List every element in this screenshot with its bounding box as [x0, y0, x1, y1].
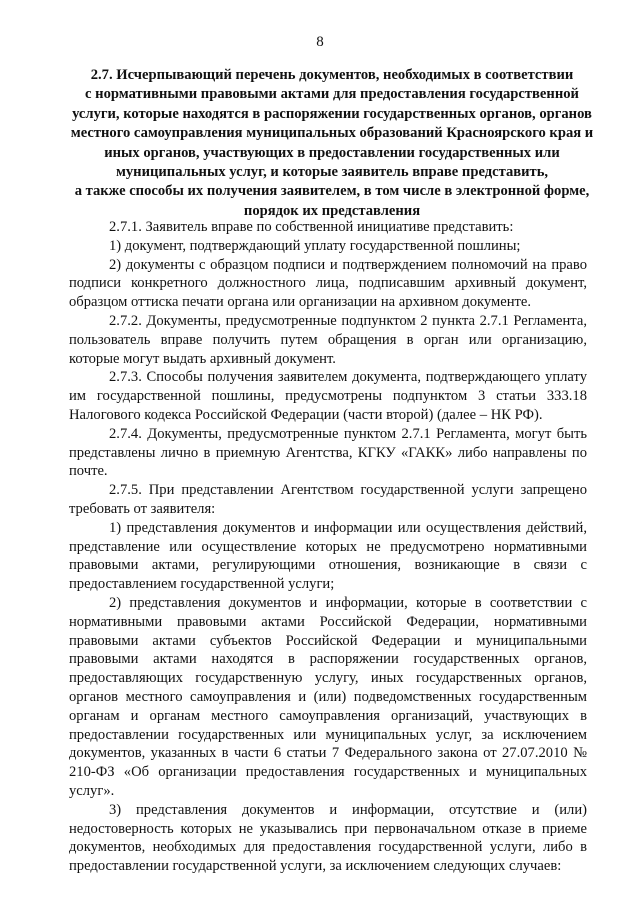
heading-line: местного самоуправления муниципальных образований Красноярского края и	[70, 125, 594, 142]
heading-line: услуги, которые находятся в распоряжении государственных органов, органов	[72, 105, 592, 122]
heading-line: 2.7. Исчерпывающий перечень документов, необходимых в соответствии	[90, 67, 574, 83]
page-number: 8	[316, 34, 324, 50]
heading-line: порядок их представления	[243, 202, 421, 219]
paragraph-prohibition-2: 2) представления документов и информации, которые в соответствии с нормативными правовыми актами Российской Федерации, нормативными правовыми актами субъектов Российской Федерации и муниципальными правовыми актами находятся в распоряжении государственных органов, предоставляющих государственную услугу, иных государственных органов, органов местного самоуправления и (или) подведомственных государственным органам и органам местного самоуправления организаций, участвующих в предоставлении государственных или муниципальных услуг, за исключением документов, указанных в части 6 статьи 7 Федерального закона от 27.07.2010 № 210-ФЗ «Об организации предоставления государственных и муниципальных услуг».	[69, 594, 587, 799]
paragraph-prohibition-1: 1) представления документов и информации или осуществления действий, представление или осуществление которых не предусмотрено нормативными правовыми актами, регулирующими отношения, возникающие в связи с предоставлением государственной услуги;	[69, 519, 587, 593]
paragraph-prohibition-3: 3) представления документов и информации, отсутствие и (или) недостоверность которых не указывались при первоначальном отказе в приеме документов, необходимых для предоставления государственной услуги, либо в предоставлении государственной услуги, за исключением следующих случаев:	[69, 801, 587, 875]
paragraph-2-7-5: 2.7.5. При представлении Агентством государственной услуги запрещено требовать от заявителя:	[69, 482, 587, 517]
heading-line: муниципальных услуг, и которые заявитель вправе представить,	[115, 164, 549, 181]
paragraph-2-7-1: 2.7.1. Заявитель вправе по собственной инициативе представить:	[109, 219, 514, 235]
heading-line: иных органов, участвующих в предоставлении государственных или	[104, 144, 560, 161]
paragraph-2-7-4: 2.7.4. Документы, предусмотренные пунктом 2.7.1 Регламента, могут быть представлены лично в приемную Агентства, КГКУ «ГАКК» либо направлены по почте.	[69, 425, 587, 480]
paragraph-item-2: 2) документы с образцом подписи и подтверждением полномочий на право подписи конкретного должностного лица, подписавшим архивный документ, образцом оттиска печати органа или организации на архивном документе.	[69, 256, 587, 311]
section-heading	[70, 66, 594, 221]
paragraph-2-7-2: 2.7.2. Документы, предусмотренные подпунктом 2 пункта 2.7.1 Регламента, пользователь вправе получить путем обращения в орган или организацию, которые могут выдать архивный документ.	[69, 312, 587, 367]
paragraph-2-7-3: 2.7.3. Способы получения заявителем документа, подтверждающего уплату им государственной пошлины, предусмотрены подпунктом 3 статьи 333.18 Налогового кодекса Российской Федерации (части второй) (далее – НК РФ).	[69, 369, 587, 423]
paragraph-item-1: 1) документ, подтверждающий уплату государственной пошлины;	[109, 237, 521, 254]
heading-line: а также способы их получения заявителем, в том числе в электронной форме,	[74, 183, 590, 200]
document-body	[69, 218, 587, 876]
heading-line: с нормативными правовыми актами для предоставления государственной	[85, 86, 579, 103]
